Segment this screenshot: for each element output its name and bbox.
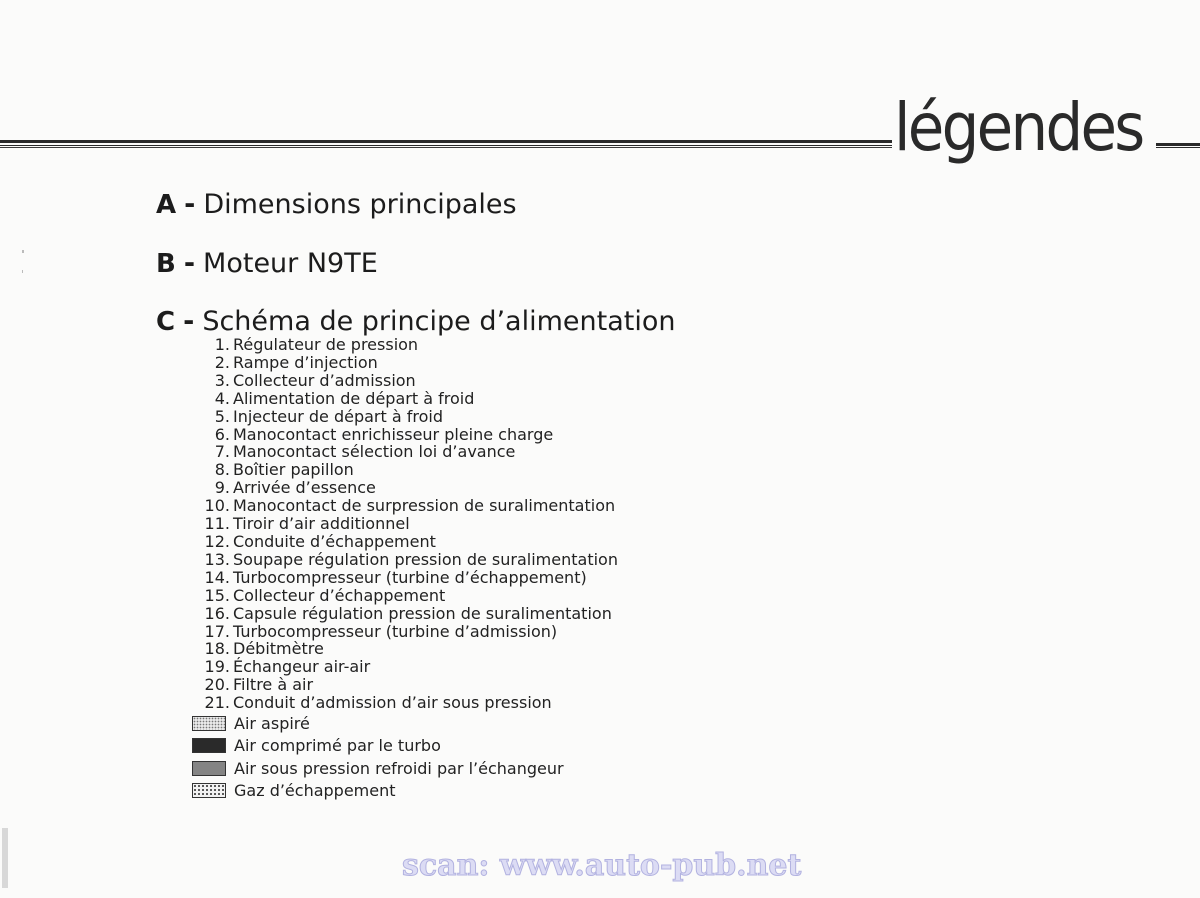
item-number: 16. — [204, 603, 230, 623]
item-number: 4. — [214, 388, 230, 408]
scan-edge-shadow — [2, 828, 8, 888]
item-text: Arrivée d’essence — [233, 478, 376, 498]
item-number: 1. — [214, 335, 230, 354]
item-number: 12. — [204, 531, 230, 551]
list-item — [200, 605, 618, 623]
item-number: 15. — [204, 585, 230, 605]
legend-entry-air-aspire — [192, 712, 564, 735]
list-item — [200, 551, 618, 569]
section-separator: - — [184, 189, 196, 220]
section-label: Dimensions principales — [203, 189, 517, 220]
item-number: 17. — [204, 621, 230, 641]
item-text: Régulateur de pression — [233, 335, 419, 354]
item-text: Turbocompresseur (turbine d’admission) — [233, 621, 558, 641]
item-text: Rampe d’injection — [233, 352, 378, 372]
list-item — [200, 623, 618, 641]
list-item — [200, 426, 618, 444]
scan-speck — [22, 250, 24, 253]
legend-entry-air-comprime — [192, 735, 564, 758]
item-text: Manocontact de surpression de suralimentation — [233, 496, 616, 516]
item-number: 8. — [214, 460, 230, 480]
item-text: Capsule régulation pression de suralimentation — [233, 603, 612, 623]
item-text: Échangeur air-air — [233, 657, 371, 677]
list-item — [200, 658, 618, 676]
item-number: 7. — [214, 442, 230, 462]
list-item — [200, 676, 618, 694]
section-label: Moteur N9TE — [203, 248, 378, 279]
list-item — [200, 533, 618, 551]
light-stipple-swatch — [192, 716, 226, 731]
item-number: 19. — [204, 657, 230, 677]
item-number: 6. — [214, 424, 230, 444]
list-item — [200, 569, 618, 587]
list-item — [200, 497, 618, 515]
section-b — [156, 247, 378, 281]
list-item — [200, 408, 618, 426]
legend-entry-gaz-echappement — [192, 780, 564, 803]
legend-entry-label: Gaz d’échappement — [234, 781, 396, 801]
item-number: 18. — [204, 639, 230, 659]
list-item — [200, 694, 618, 712]
list-item — [200, 587, 618, 605]
list-item — [200, 479, 618, 497]
item-text: Turbocompresseur (turbine d’échappement) — [233, 567, 587, 587]
item-number: 21. — [204, 693, 230, 713]
section-label: Schéma de principe d’alimentation — [202, 306, 676, 337]
dark-mesh-swatch — [192, 761, 226, 776]
item-text: Conduit d’admission d’air sous pression — [233, 693, 552, 713]
section-separator: - — [183, 248, 196, 279]
dots-swatch — [192, 783, 226, 798]
header-rule-right — [1156, 143, 1200, 150]
item-number: 3. — [214, 370, 230, 390]
item-number: 20. — [204, 675, 230, 695]
item-number: 2. — [214, 352, 230, 372]
item-number: 13. — [204, 549, 230, 569]
list-item — [200, 372, 618, 390]
legend-entry-label: Air comprimé par le turbo — [234, 736, 441, 756]
list-item — [200, 640, 618, 658]
header-rule-left — [0, 140, 892, 149]
item-number: 11. — [204, 514, 230, 534]
item-text: Boîtier papillon — [233, 460, 354, 480]
legend-entry-label: Air aspiré — [234, 713, 310, 733]
legend-entry-label: Air sous pression refroidi par l’échangeur — [234, 758, 564, 778]
item-text: Manocontact enrichisseur pleine charge — [233, 424, 554, 444]
list-item — [200, 461, 618, 479]
item-number: 5. — [214, 406, 230, 426]
item-text: Alimentation de départ à froid — [233, 388, 475, 408]
list-item — [200, 515, 618, 533]
item-number: 10. — [204, 496, 230, 516]
section-a — [156, 188, 517, 222]
watermark: scan: www.auto-pub.net — [402, 848, 802, 883]
solid-dark-swatch — [192, 738, 226, 753]
list-item — [200, 390, 618, 408]
item-text: Collecteur d’échappement — [233, 585, 446, 605]
item-text: Injecteur de départ à froid — [233, 406, 443, 426]
list-item — [200, 354, 618, 372]
item-text: Manocontact sélection loi d’avance — [233, 442, 516, 462]
item-text: Débitmètre — [233, 639, 324, 659]
list-item — [200, 336, 618, 354]
page-title: légendes — [894, 89, 1143, 166]
section-letter: C — [156, 307, 176, 337]
list-item — [200, 443, 618, 461]
legend-item-list — [200, 336, 618, 712]
section-separator: - — [183, 306, 195, 337]
section-letter: B — [156, 249, 176, 279]
section-c — [156, 305, 675, 339]
section-letter: A — [156, 190, 177, 220]
item-text: Tiroir d’air additionnel — [233, 514, 410, 534]
item-number: 14. — [204, 567, 230, 587]
pattern-legend — [192, 712, 564, 802]
item-text: Collecteur d’admission — [233, 370, 416, 390]
item-text: Soupape régulation pression de suralimentation — [233, 549, 618, 569]
item-number: 9. — [214, 478, 230, 498]
item-text: Filtre à air — [233, 675, 314, 695]
scan-speck — [22, 270, 23, 273]
legend-entry-air-refroidi — [192, 757, 564, 780]
item-text: Conduite d’échappement — [233, 531, 436, 551]
